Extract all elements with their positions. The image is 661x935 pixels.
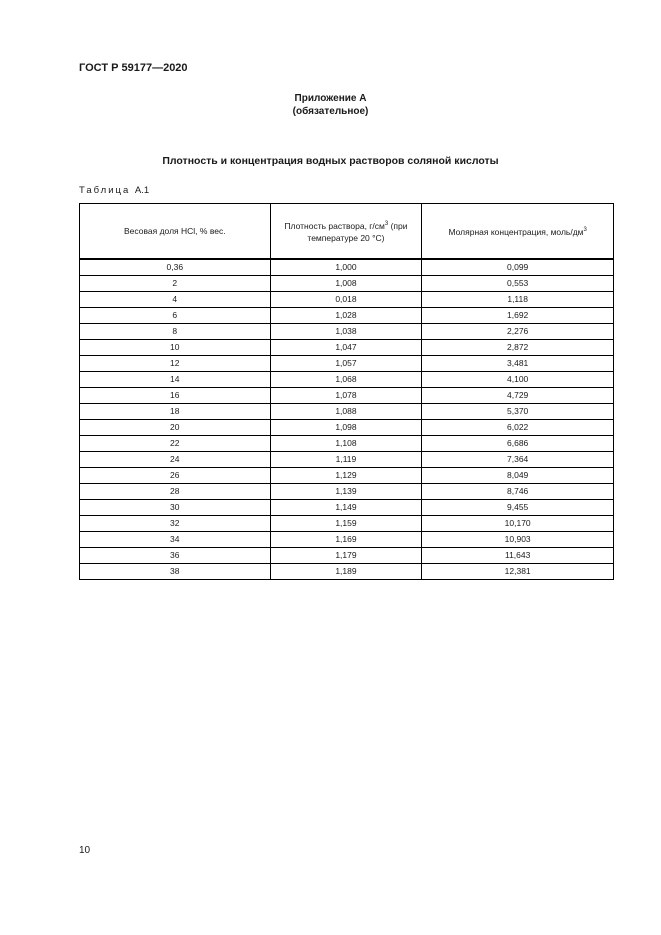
section-heading: Плотность и концентрация водных растворов соляной кислоты xyxy=(162,155,499,167)
cell-density: 1,088 xyxy=(270,404,422,420)
cell-density: 1,119 xyxy=(270,452,422,468)
cell-weight-fraction: 20 xyxy=(80,420,271,436)
table-row xyxy=(80,468,614,484)
cell-density: 1,169 xyxy=(270,532,422,548)
cell-density: 1,028 xyxy=(270,308,422,324)
appendix-block xyxy=(0,92,661,118)
table-row xyxy=(80,452,614,468)
table-row xyxy=(80,564,614,580)
cell-molar-concentration: 2,872 xyxy=(422,340,614,356)
cell-density: 1,179 xyxy=(270,548,422,564)
table-row xyxy=(80,516,614,532)
cell-molar-concentration: 9,455 xyxy=(422,500,614,516)
cell-density: 1,000 xyxy=(270,259,422,276)
cell-molar-concentration: 4,100 xyxy=(422,372,614,388)
table-row xyxy=(80,356,614,372)
cell-weight-fraction: 26 xyxy=(80,468,271,484)
appendix-status: (обязательное) xyxy=(292,106,369,117)
table-row xyxy=(80,548,614,564)
table-row xyxy=(80,292,614,308)
cell-molar-concentration: 7,364 xyxy=(422,452,614,468)
cell-molar-concentration: 5,370 xyxy=(422,404,614,420)
cell-density: 1,149 xyxy=(270,500,422,516)
cell-weight-fraction: 32 xyxy=(80,516,271,532)
cell-molar-concentration: 8,049 xyxy=(422,468,614,484)
cell-molar-concentration: 0,099 xyxy=(422,259,614,276)
cell-density: 1,038 xyxy=(270,324,422,340)
table-header-row xyxy=(80,204,614,260)
cell-weight-fraction: 36 xyxy=(80,548,271,564)
table-row xyxy=(80,259,614,276)
cell-density: 1,057 xyxy=(270,356,422,372)
cell-molar-concentration: 11,643 xyxy=(422,548,614,564)
cell-weight-fraction: 24 xyxy=(80,452,271,468)
cell-molar-concentration: 2,276 xyxy=(422,324,614,340)
cell-density: 1,139 xyxy=(270,484,422,500)
table-row xyxy=(80,308,614,324)
table-body xyxy=(80,259,614,580)
cell-molar-concentration: 10,170 xyxy=(422,516,614,532)
cell-molar-concentration: 4,729 xyxy=(422,388,614,404)
table-row xyxy=(80,388,614,404)
cell-weight-fraction: 2 xyxy=(80,276,271,292)
cell-density: 1,078 xyxy=(270,388,422,404)
table-row xyxy=(80,532,614,548)
cell-weight-fraction: 28 xyxy=(80,484,271,500)
cell-weight-fraction: 38 xyxy=(80,564,271,580)
table-row xyxy=(80,484,614,500)
cell-molar-concentration: 1,118 xyxy=(422,292,614,308)
cell-density: 0,018 xyxy=(270,292,422,308)
cell-molar-concentration: 8,746 xyxy=(422,484,614,500)
header-density: Плотность раствора, $г/см^3$ (при температуре 20 °С) xyxy=(270,204,422,260)
header-molar-concentration: Молярная концентрация, моль/$дм^3$ xyxy=(422,204,614,260)
table-row xyxy=(80,420,614,436)
cell-density: 1,047 xyxy=(270,340,422,356)
table-label xyxy=(79,185,149,196)
cell-density: 1,129 xyxy=(270,468,422,484)
cell-density: 1,098 xyxy=(270,420,422,436)
header-weight-fraction: Весовая доля HCl, % вес. xyxy=(80,204,271,260)
cell-weight-fraction: 10 xyxy=(80,340,271,356)
cell-molar-concentration: 10,903 xyxy=(422,532,614,548)
cell-molar-concentration: 6,022 xyxy=(422,420,614,436)
cell-weight-fraction: 0,36 xyxy=(80,259,271,276)
cell-weight-fraction: 18 xyxy=(80,404,271,420)
cell-weight-fraction: 16 xyxy=(80,388,271,404)
cell-weight-fraction: 8 xyxy=(80,324,271,340)
appendix-title: Приложение А xyxy=(294,93,367,104)
table-label-number: А.1 xyxy=(134,185,150,196)
cell-weight-fraction: 34 xyxy=(80,532,271,548)
cell-molar-concentration: 1,692 xyxy=(422,308,614,324)
cell-molar-concentration: 3,481 xyxy=(422,356,614,372)
cell-density: 1,008 xyxy=(270,276,422,292)
data-table xyxy=(79,203,614,580)
cell-weight-fraction: 6 xyxy=(80,308,271,324)
table-row xyxy=(80,276,614,292)
cell-molar-concentration: 6,686 xyxy=(422,436,614,452)
page-number: 10 xyxy=(79,845,91,856)
cell-density: 1,068 xyxy=(270,372,422,388)
cell-molar-concentration: 0,553 xyxy=(422,276,614,292)
cell-density: 1,189 xyxy=(270,564,422,580)
cell-weight-fraction: 4 xyxy=(80,292,271,308)
table-row xyxy=(80,324,614,340)
cell-density: 1,159 xyxy=(270,516,422,532)
table-label-prefix: Таблица xyxy=(79,185,131,196)
cell-weight-fraction: 30 xyxy=(80,500,271,516)
table-row xyxy=(80,404,614,420)
cell-weight-fraction: 12 xyxy=(80,356,271,372)
cell-weight-fraction: 22 xyxy=(80,436,271,452)
cell-weight-fraction: 14 xyxy=(80,372,271,388)
table-row xyxy=(80,500,614,516)
table-row xyxy=(80,372,614,388)
document-code: ГОСТ Р 59177—2020 xyxy=(79,62,188,74)
table-row xyxy=(80,436,614,452)
cell-density: 1,108 xyxy=(270,436,422,452)
table-row xyxy=(80,340,614,356)
cell-molar-concentration: 12,381 xyxy=(422,564,614,580)
